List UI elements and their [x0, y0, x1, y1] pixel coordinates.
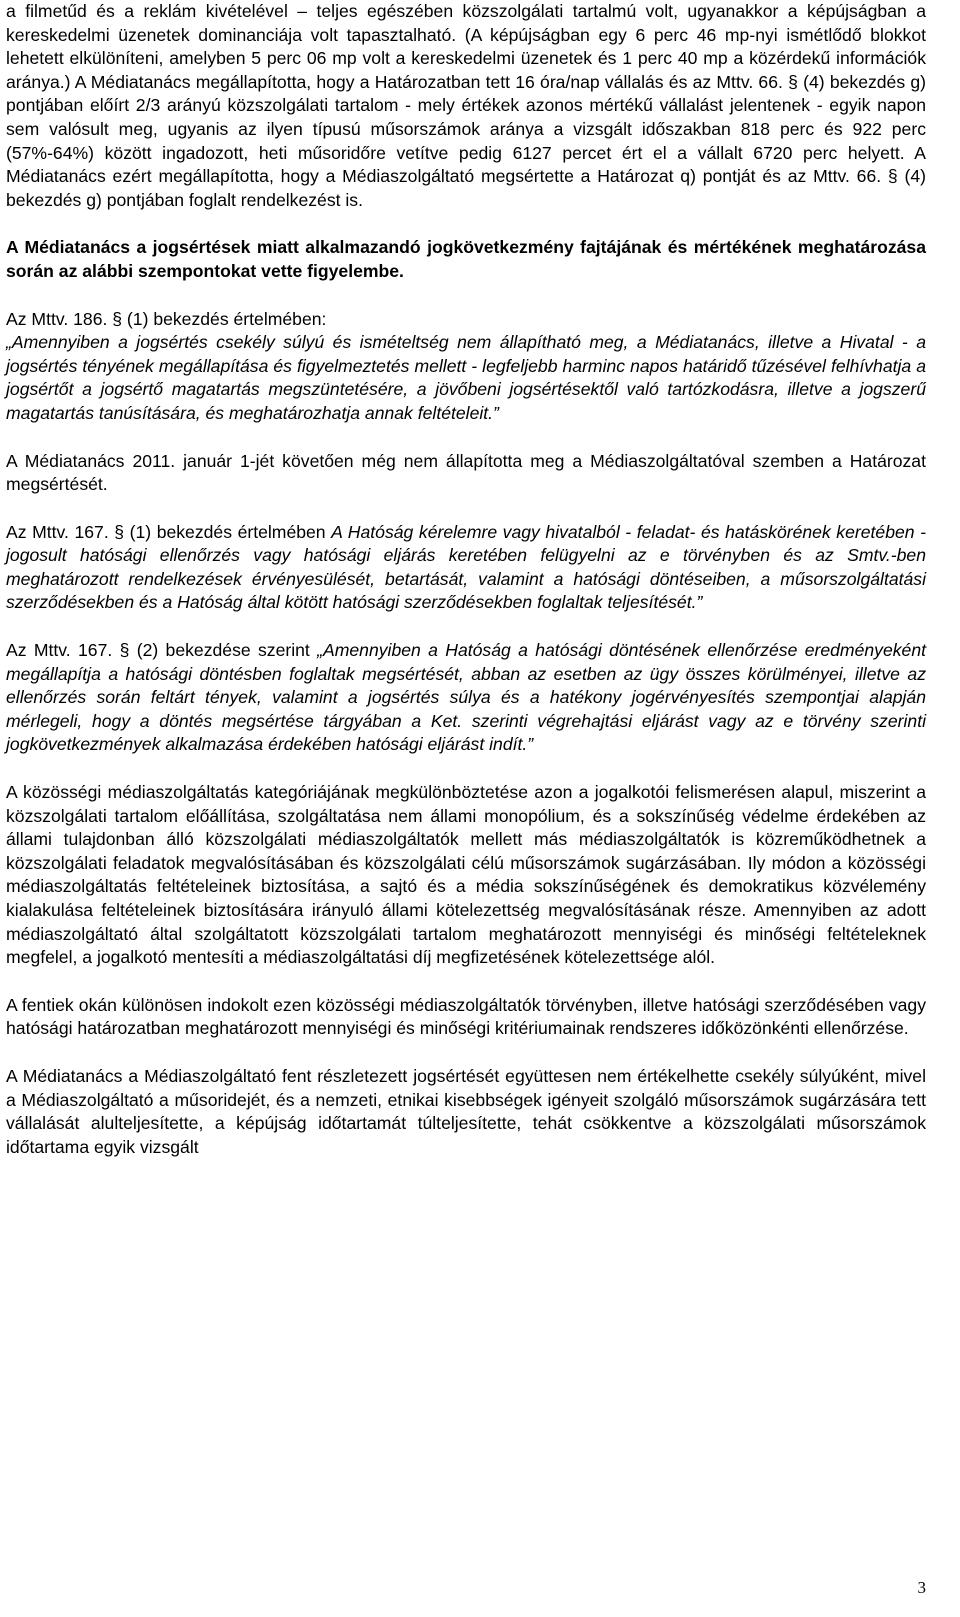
- paragraph-community-media: [6, 781, 926, 970]
- paragraph-findings-text: a filmetűd és a reklám kivételével – teljes egészében közszolgálati tartalmú volt, ugyanakkor a képújságban a kereskedelmi üzenetek dominanciája volt tapasztalható. (A képújságban egy 6 perc 46 mp-nyi ismétlődő blokkot lehetett elkülöníteni, amelyben 5 perc 06 mp volt a kereskedelmi üzenetek és 1 perc 40 mp a közérdekű információk aránya.) A Médiatanács megállapította, hogy a Határozatban tett 16 óra/nap vállalás és az Mttv. 66. § (4) bekezdés g) pontjában előírt 2/3 arányú közszolgálati tartalom - mely értékek azonos mértékű vállalást jelentenek - egyik napon sem valósult meg, ugyanis az ilyen típusú műsorszámok aránya a vizsgált időszakban 818 perc és 922 perc (57%-64%) között ingadozott, heti műsoridőre vetítve pedig 6127 percet ért el a vállalt 6720 perc helyett. A Médiatanács ezért megállapította, hogy a Médiaszolgáltató megsértette a Határozat q) pontját és az Mttv. 66. § (4) bekezdés g) pontjában foglalt rendelkezést is.: [6, 1, 926, 210]
- page-number: 3: [917, 1578, 926, 1597]
- mttv-186-quote: „Amennyiben a jogsértés csekély súlyú és ismételtség nem állapítható meg, a Médiatanács, illetve a Hivatal - a jogsértés tényének megállapítása és figyelmeztetés mellett - legfeljebb harminc napos határidő tűzésével felhívhatja a jogsértőt a jogsértő magatartás megszüntetésére, a jövőbeni jogsértésektől való tartózkodásra, illetve a jogszerű magatartás tanúsítására, és meghatározhatja annak feltételeit.”: [6, 332, 926, 423]
- assessment-text: A Médiatanács a Médiaszolgáltató fent részletezett jogsértését együttesen nem értékelhette csekély súlyúként, mivel a Médiaszolgáltató a műsoridejét, és a nemzeti, etnikai kisebbségek igényeit szolgáló műsorszámok sugárzására tett vállalását alulteljesítette, a képújság időtartamát túlteljesítette, tehát csökkentve a közszolgálati műsorszámok időtartama egyik vizsgált: [6, 1065, 926, 1157]
- paragraph-mttv-186: [6, 308, 926, 426]
- paragraph-regular-checks: [6, 994, 926, 1041]
- mttv-167-2-quote: „Amennyiben a Hatóság a hatósági döntésének ellenőrzése eredményeként megállapítja a hatósági döntésben foglaltak megsértését, abban az esetben az ügy összes körülményei, illetve az ellenőrzés során feltárt tények, valamint a jogsértés súlya és a hatékony jogérvényesítés szempontjai alapján mérlegeli, hogy a döntés megsértése tárgyában a Ket. szerinti végrehajtási eljárást vagy az e törvény szerinti jogkövetkezmények alkalmazása érdekében hatósági eljárást indít.”: [6, 640, 926, 755]
- mttv-167-1-intro: Az Mttv. 167. § (1) bekezdés értelmében: [6, 521, 332, 542]
- paragraph-assessment: [6, 1065, 926, 1159]
- community-media-text: A közösségi médiaszolgáltatás kategóriájának megkülönböztetése azon a jogalkotói felismerésen alapul, miszerint a közszolgálati tartalom előállítása, szolgáltatása nem állami monopólium, és a sokszínűség védelme érdekében az állami tulajdonban álló közszolgálati médiaszolgáltatók mellett más médiaszolgáltatók is közreműködhetnek a közszolgálati feladatok megvalósításában és közszolgálati célú műsorszámok sugárzásában. Ily módon a közösségi médiaszolgáltatás feltételeinek biztosítása, a sajtó és a média sokszínűségének és demokratikus közvélemény kialakulása feltételeinek biztosítására irányuló állami kötelezettség megvalósításának része. Amennyiben az adott médiaszolgáltató által szolgáltatott közszolgálati tartalom meghatározott mennyiségi és minőségi feltételeknek megfelel, a jogalkotó mentesíti a médiaszolgáltatási díj megfizetésének kötelezettsége alól.: [6, 782, 926, 968]
- no-prior-violation-text: A Médiatanács 2011. január 1-jét követően még nem állapította meg a Médiaszolgáltatóval szemben a Határozat megsértését.: [6, 450, 926, 495]
- regular-checks-text: A fentiek okán különösen indokolt ezen közösségi médiaszolgáltatók törvényben, illetve hatósági szerződésében vagy hatósági határozatban meghatározott mennyiségi és minőségi kritériumainak rendszeres időközönkénti ellenőrzése.: [6, 994, 926, 1039]
- paragraph-no-prior-violation: [6, 450, 926, 497]
- mttv-167-2-intro: Az Mttv. 167. § (2) bekezdése szerint: [6, 640, 318, 661]
- paragraph-findings: [6, 0, 926, 212]
- paragraph-mttv-167-1: [6, 521, 926, 615]
- mttv-186-intro: Az Mttv. 186. § (1) bekezdés értelmében:: [6, 308, 327, 329]
- paragraph-mttv-167-2: [6, 639, 926, 757]
- section-heading-text: A Médiatanács a jogsértések miatt alkalmazandó jogkövetkezmény fajtájának és mértékének meghatározása során az alábbi szempontokat vette figyelembe.: [6, 237, 926, 281]
- mttv-167-1-quote: A Hatóság kérelemre vagy hivatalból - feladat- és hatáskörének keretében - jogosult hatósági ellenőrzés vagy hatósági eljárás keretében felügyelni az e törvényben és az Smtv.-ben meghatározott rendelkezések érvényesülését, betartását, valamint a hatósági döntéseiben, a műsorszolgáltatási szerződésekben és a Hatóság által kötött hatósági szerződésekben foglaltak teljesítését.”: [6, 521, 926, 613]
- section-heading-sanction-criteria: [6, 236, 926, 283]
- document-body: [6, 0, 926, 1159]
